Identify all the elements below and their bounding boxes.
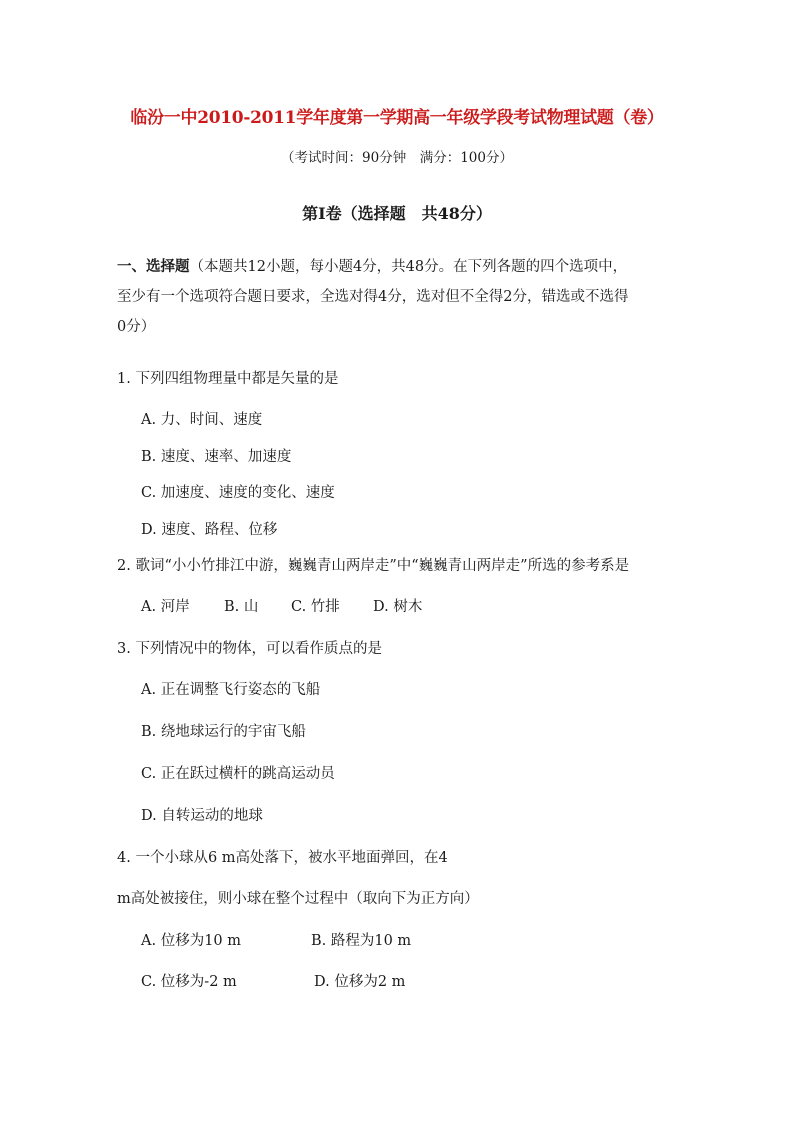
instructions-label: 一、选择题 bbox=[117, 258, 190, 275]
question-1-stem: 1. 下列四组物理量中都是矢量的是 bbox=[117, 371, 339, 387]
question-2-stem: 2. 歌词“小小竹排江中游，巍巍青山两岸走”中“巍巍青山两岸走”所选的参考系是 bbox=[117, 558, 630, 574]
exam-subtitle: （考试时间：90分钟 满分：100分） bbox=[281, 150, 513, 166]
question-1-option-c: C. 加速度、速度的变化、速度 bbox=[141, 485, 335, 501]
question-2-option-b: B. 山 bbox=[224, 599, 259, 615]
question-3-option-d: D. 自转运动的地球 bbox=[141, 808, 263, 824]
question-4-option-d: D. 位移为2 m bbox=[314, 974, 406, 990]
exam-title: 临汾一中2010-2011学年度第一学期高一年级学段考试物理试题（卷） bbox=[130, 108, 664, 128]
question-4-option-a: A. 位移为10 m bbox=[141, 933, 241, 949]
section-title: 第I卷（选择题 共48分） bbox=[302, 204, 492, 223]
instructions-text-1: （本题共12小题，每小题4分，共48分。在下列各题的四个选项中， bbox=[189, 259, 628, 275]
instructions-line-2: 至少有一个选项符合题日要求，全选对得4分，选对但不全得2分，错选或不选得 bbox=[117, 289, 629, 305]
instructions-line-3: 0分） bbox=[117, 319, 156, 335]
question-2-option-d: D. 树木 bbox=[373, 599, 423, 615]
question-2-option-a: A. 河岸 bbox=[141, 599, 190, 615]
question-1-option-d: D. 速度、路程、位移 bbox=[141, 522, 278, 538]
question-2-option-c: C. 竹排 bbox=[291, 599, 340, 615]
question-4-option-b: B. 路程为10 m bbox=[311, 933, 412, 949]
instructions-line-1 bbox=[117, 257, 627, 277]
question-3-option-c: C. 正在跃过横杆的跳高运动员 bbox=[141, 766, 335, 782]
question-1-option-a: A. 力、时间、速度 bbox=[141, 412, 263, 428]
question-4-stem-line-2: m高处被接住，则小球在整个过程中（取向下为正方向） bbox=[117, 891, 479, 907]
question-3-option-a: A. 正在调整飞行姿态的飞船 bbox=[141, 682, 321, 698]
question-4-option-c: C. 位移为-2 m bbox=[141, 974, 237, 990]
question-3-stem: 3. 下列情况中的物体，可以看作质点的是 bbox=[117, 641, 382, 657]
question-3-option-b: B. 绕地球运行的宇宙飞船 bbox=[141, 724, 306, 740]
question-4-stem: 4. 一个小球从6 m高处落下，被水平地面弹回，在4 bbox=[117, 850, 448, 866]
question-1-option-b: B. 速度、速率、加速度 bbox=[141, 449, 292, 465]
